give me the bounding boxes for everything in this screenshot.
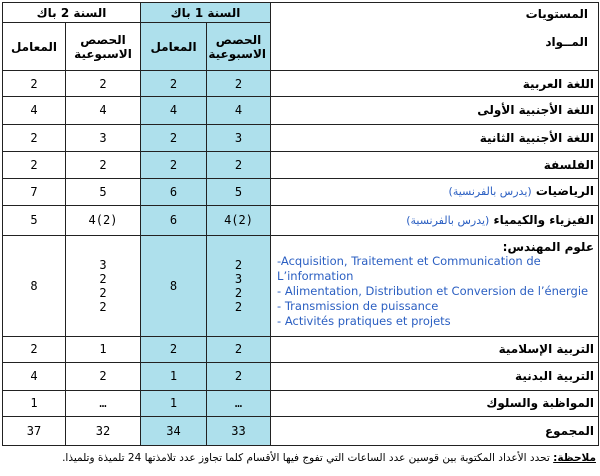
y1-hours-total: 33 (207, 416, 271, 445)
y2-hours-item: 2 (99, 272, 107, 287)
year1-coef-header: المعامل (141, 23, 207, 71)
y1-hours-item: 2 (234, 258, 243, 273)
engineering-item: - Activités pratiques et projets (277, 313, 451, 328)
table-row (3, 390, 599, 416)
footnote (4, 452, 596, 464)
y1-coef: 2 (141, 151, 207, 178)
y2-hours: 2 (66, 71, 141, 97)
y1-coef: 1 (141, 390, 207, 416)
engineering-cell (271, 235, 599, 336)
y2-hours-item: 2 (99, 286, 107, 301)
year2-hours-header: الحصص الاسبوعية (66, 23, 141, 71)
language-note: (يدرس بالفرنسية) (448, 185, 532, 199)
subject-name: التربية الإسلامية (271, 337, 599, 362)
table-row (3, 178, 599, 205)
engineering-list (275, 254, 594, 329)
y2-hours: … (66, 390, 141, 416)
y1-coef: 6 (141, 205, 207, 235)
year2-coef-header: المعامل (3, 23, 66, 71)
y1-hours-item: 2 (234, 286, 243, 301)
y1-coef: 4 (141, 97, 207, 124)
y1-coef: 8 (141, 235, 207, 336)
subject-name: المواظبة والسلوك (271, 390, 599, 416)
engineering-item: - Transmission de puissance (277, 298, 439, 313)
table-row (3, 124, 599, 151)
table-row (3, 71, 599, 97)
year1-hours-header: الحصص الاسبوعية (207, 23, 271, 71)
subject-cell (271, 205, 599, 235)
y2-hours: 2 (66, 362, 141, 390)
total-label: المجموع (271, 416, 599, 445)
engineering-item: - Alimentation, Distribution et Conversion de l’énergie (277, 283, 589, 298)
year1-header: السنة 1 باك (141, 3, 271, 23)
y1-hours: 2 (207, 71, 271, 97)
table-row (3, 337, 599, 362)
y1-hours-stack (207, 235, 271, 336)
subject-name: الفلسفة (271, 151, 599, 178)
y1-hours: … (207, 390, 271, 416)
y2-coef-total: 37 (3, 416, 66, 445)
y1-hours-item: 3 (234, 272, 243, 287)
table-row (3, 362, 599, 390)
y1-hours: 3 (207, 124, 271, 151)
y1-coef: 1 (141, 362, 207, 390)
y1-coef: 2 (141, 71, 207, 97)
footnote-text: تحدد الأعداد المكتوبة بين قوسين عدد الساعات التي تفوج فيها الأقسام كلما تجاوز عدد تلامذتها 24 تلميذة وتلميذا. (62, 452, 554, 464)
subjects-label: المــواد (545, 35, 589, 49)
y2-coef: 4 (3, 97, 66, 124)
levels-label: المستويات (525, 7, 589, 21)
subject-name: علوم المهندس: (502, 239, 595, 254)
footnote-label: ملاحظة: (553, 452, 596, 464)
y2-hours-item: 2 (99, 300, 107, 315)
corner-header (271, 3, 599, 71)
y1-coef: 2 (141, 124, 207, 151)
y2-coef: 7 (3, 178, 66, 205)
y2-coef: 4 (3, 362, 66, 390)
y2-coef: 2 (3, 151, 66, 178)
curriculum-table (2, 2, 599, 446)
y1-hours: 2 (207, 337, 271, 362)
y2-coef: 5 (3, 205, 66, 235)
subject-name: الرياضيات (535, 184, 595, 199)
y2-hours: 2 (66, 151, 141, 178)
year2-header: السنة 2 باك (3, 3, 141, 23)
table-row (3, 151, 599, 178)
y2-hours: 4(2) (66, 205, 141, 235)
engineering-row (3, 235, 599, 336)
y1-hours: 2 (207, 362, 271, 390)
y1-hours: 5 (207, 178, 271, 205)
y2-hours: 3 (66, 124, 141, 151)
language-note: (يدرس بالفرنسية) (406, 213, 490, 227)
y1-coef: 6 (141, 178, 207, 205)
y2-coef: 1 (3, 390, 66, 416)
y1-hours-item: 2 (234, 300, 243, 315)
subject-name: اللغة العربية (271, 71, 599, 97)
y2-hours-total: 32 (66, 416, 141, 445)
y2-hours-stack (66, 235, 141, 336)
engineering-item: -Acquisition, Traitement et Communication de L’information (277, 253, 541, 283)
table-row (3, 205, 599, 235)
subject-name: التربية البدنية (271, 362, 599, 390)
y2-hours-item: 3 (99, 258, 107, 273)
subject-cell (271, 178, 599, 205)
y2-hours: 4 (66, 97, 141, 124)
total-row (3, 416, 599, 445)
y2-hours: 5 (66, 178, 141, 205)
subject-name: الفيزياء والكيمياء (493, 212, 595, 227)
y1-coef-total: 34 (141, 416, 207, 445)
table-row (3, 97, 599, 124)
y2-coef: 2 (3, 124, 66, 151)
subject-name: اللغة الأجنبية الثانية (271, 124, 599, 151)
y2-hours: 1 (66, 337, 141, 362)
y2-coef: 2 (3, 71, 66, 97)
subject-name: اللغة الأجنبية الأولى (271, 97, 599, 124)
y1-coef: 2 (141, 337, 207, 362)
y2-coef: 8 (3, 235, 66, 336)
y1-hours: 4(2) (207, 205, 271, 235)
y2-coef: 2 (3, 337, 66, 362)
y1-hours: 4 (207, 97, 271, 124)
y1-hours: 2 (207, 151, 271, 178)
